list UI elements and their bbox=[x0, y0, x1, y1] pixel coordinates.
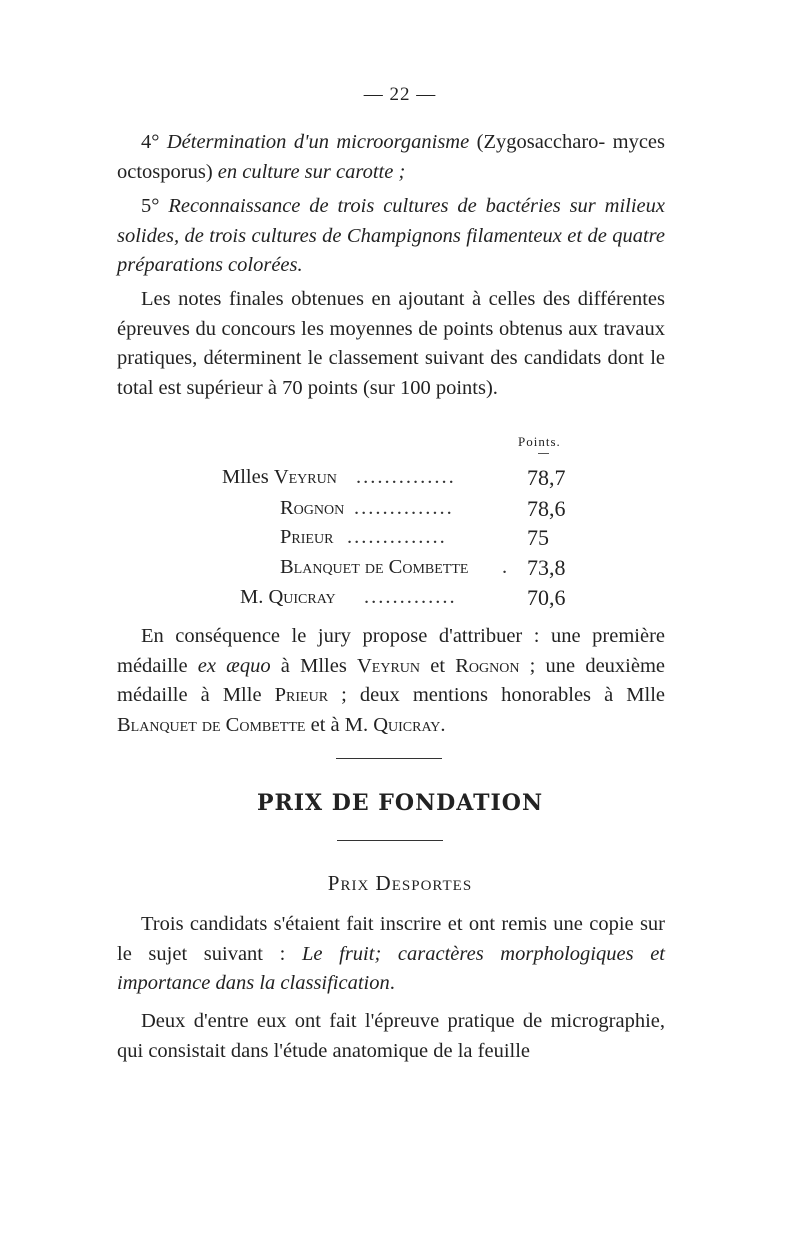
leader-dots: .............. bbox=[347, 526, 447, 548]
candidate-name: Blanquet de Combette bbox=[280, 556, 469, 578]
ranking-prefix: M. bbox=[240, 586, 264, 608]
item-4-title: Détermination d'un microorganisme bbox=[166, 131, 470, 153]
item-4-number: 4° bbox=[141, 131, 160, 153]
ranking-row bbox=[280, 526, 333, 549]
item-5 bbox=[117, 192, 665, 281]
essay-topic: Le fruit; caractères morphologiques et importance dans la classification bbox=[117, 942, 665, 994]
desportes-text: Trois candidats s'étaient fait inscrire et ont remis une copie sur le sujet suivant : bbox=[117, 913, 665, 965]
item-4 bbox=[117, 128, 665, 187]
ranking-prefix: Mlles bbox=[222, 466, 269, 488]
desportes-text: . bbox=[389, 972, 395, 994]
desportes-paragraph bbox=[117, 910, 665, 999]
leader-dots: .............. bbox=[354, 497, 454, 519]
jury-text: et à M. bbox=[305, 713, 374, 736]
jury-text: à Mlles bbox=[270, 654, 357, 677]
leader-dots: .............. bbox=[356, 466, 456, 488]
candidate-points: 70,6 bbox=[527, 585, 566, 610]
micrography-paragraph: Deux d'entre eux ont fait l'épreuve pratique de micrographie, qui consistait dans l'étude anatomique de la feuille bbox=[117, 1010, 665, 1062]
ranking-intro-paragraph: Les notes finales obtenues en ajoutant à celles des différentes épreuves du concours les moyennes de points obtenus aux travaux pratiques, déterminent le classement suivant des candidats dont le total est supérieur à 70 points (sur 100 points). bbox=[117, 288, 665, 399]
jury-text: En conséquence le jury propose d'attribuer : une première médaille bbox=[117, 625, 665, 677]
candidate-name: Veyrun bbox=[357, 654, 421, 677]
jury-decision-paragraph bbox=[117, 622, 665, 740]
candidate-points: 75 bbox=[527, 525, 549, 550]
candidate-name: Rognon bbox=[280, 497, 345, 519]
divider-rule bbox=[336, 758, 442, 759]
ranking-row bbox=[280, 497, 344, 520]
subsection-title: Prix Desportes bbox=[327, 871, 473, 895]
divider-rule bbox=[337, 840, 443, 841]
jury-text: ; une deuxième médaille à Mlle bbox=[117, 654, 666, 706]
candidate-name: Prieur bbox=[280, 526, 334, 548]
page-number: — 22 — bbox=[363, 84, 437, 105]
jury-text: ; deux mentions honorables à Mlle bbox=[328, 684, 665, 706]
candidate-points: 78,6 bbox=[527, 496, 566, 521]
candidate-name: Quicray bbox=[268, 586, 336, 608]
candidate-name: Blanquet de Combette bbox=[117, 713, 306, 736]
item-5-number: 5° bbox=[141, 195, 160, 217]
section-title: PRIX DE FONDATION bbox=[256, 790, 544, 816]
leader-dots: . bbox=[502, 556, 510, 578]
ranking-row bbox=[280, 556, 468, 579]
item-4-method: en culture sur carotte ; bbox=[217, 160, 406, 183]
jury-text: . bbox=[440, 713, 446, 736]
ranking-row bbox=[222, 466, 337, 489]
ex-aequo-phrase: ex æquo bbox=[197, 654, 271, 677]
candidate-points: 78,7 bbox=[527, 465, 566, 490]
item-4-organism: (Zygosaccharo- myces octosporus) bbox=[117, 131, 666, 183]
leader-dots: ............. bbox=[364, 586, 457, 608]
points-header-dash bbox=[538, 453, 549, 454]
points-column-header: Points. bbox=[518, 434, 561, 449]
candidate-name: Veyrun bbox=[273, 466, 337, 488]
ranking-row bbox=[240, 586, 336, 609]
item-5-text: Reconnaissance de trois cultures de bactéries sur milieux solides, de trois cultures de Champignons filamenteux et de quatre préparations colorées. bbox=[117, 195, 665, 276]
jury-text: et bbox=[420, 654, 456, 677]
candidate-name: Rognon bbox=[455, 654, 520, 677]
candidate-name: Quicray bbox=[373, 713, 441, 736]
candidate-name: Prieur bbox=[274, 684, 329, 706]
candidate-points: 73,8 bbox=[527, 555, 566, 580]
